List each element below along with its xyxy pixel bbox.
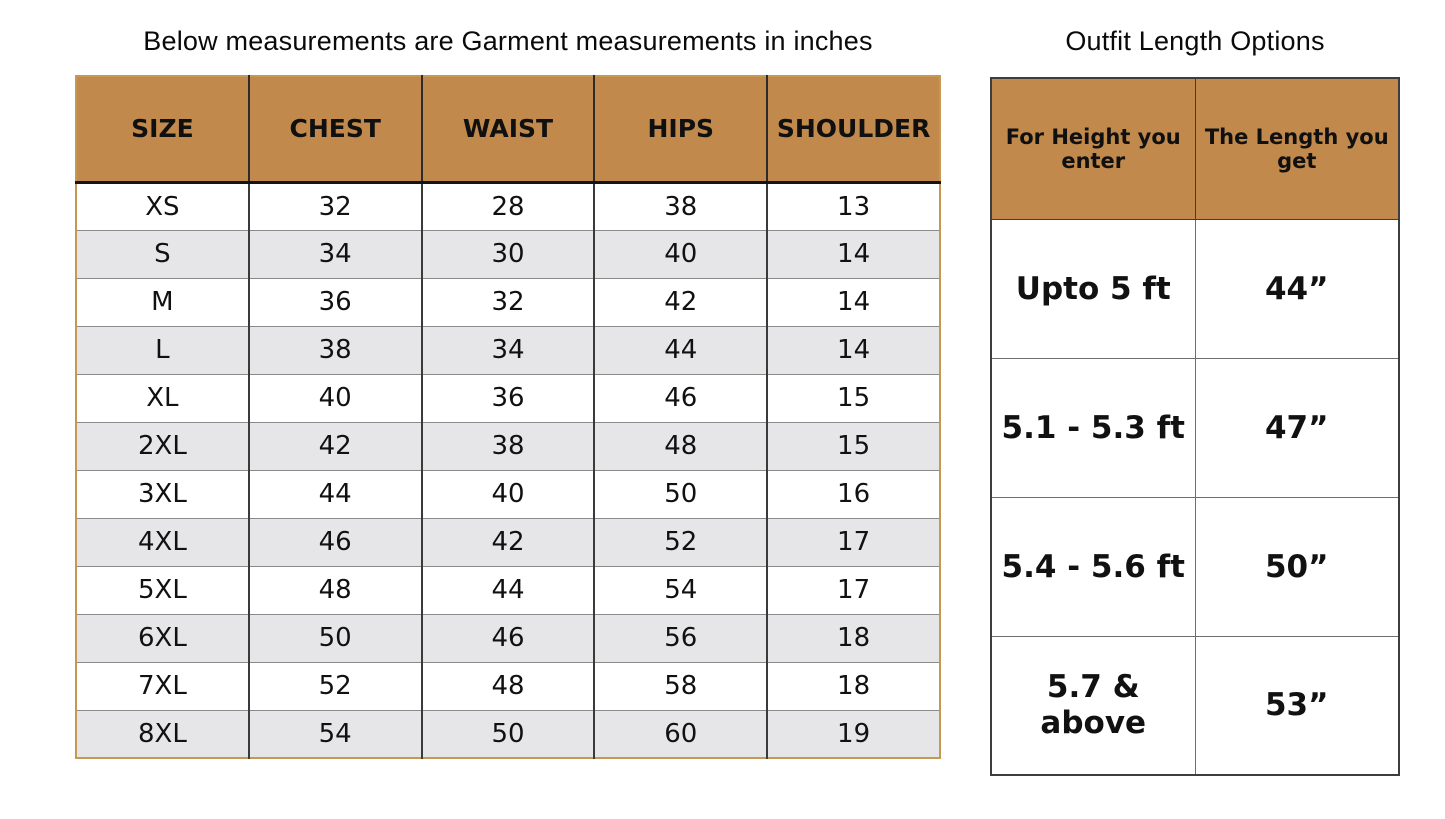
garment-column-header: HIPS <box>594 76 767 182</box>
garment-measurement-cell: 4XL <box>76 518 249 566</box>
garment-measurement-cell: 13 <box>767 182 940 230</box>
table-row <box>991 497 1399 636</box>
garment-table-body <box>76 182 940 758</box>
garment-measurement-cell: 2XL <box>76 422 249 470</box>
garment-measurement-cell: 36 <box>422 374 595 422</box>
garment-measurement-cell: 50 <box>249 614 422 662</box>
garment-measurement-cell: XS <box>76 182 249 230</box>
garment-measurement-cell: 16 <box>767 470 940 518</box>
table-row <box>991 219 1399 358</box>
length-table-body <box>991 219 1399 775</box>
garment-measurement-cell: 15 <box>767 422 940 470</box>
garment-measurement-cell: 56 <box>594 614 767 662</box>
garment-measurement-cell: 40 <box>594 230 767 278</box>
garment-measurement-cell: 15 <box>767 374 940 422</box>
garment-measurement-cell: 54 <box>594 566 767 614</box>
garment-measurement-cell: 36 <box>249 278 422 326</box>
garment-measurement-cell: 38 <box>422 422 595 470</box>
table-row <box>76 662 940 710</box>
table-row <box>76 422 940 470</box>
length-value-cell: 5.4 - 5.6 ft <box>991 497 1195 636</box>
garment-measurement-cell: 42 <box>594 278 767 326</box>
table-row <box>76 230 940 278</box>
garment-measurement-cell: 50 <box>422 710 595 758</box>
garment-measurement-cell: 18 <box>767 614 940 662</box>
length-table-header-row <box>991 78 1399 219</box>
garment-measurements-table <box>75 75 941 759</box>
table-row <box>76 182 940 230</box>
garment-measurement-cell: 34 <box>249 230 422 278</box>
table-row <box>991 636 1399 775</box>
table-row <box>76 326 940 374</box>
garment-measurement-cell: 14 <box>767 230 940 278</box>
garment-measurement-cell: 18 <box>767 662 940 710</box>
garment-measurement-cell: 52 <box>594 518 767 566</box>
garment-measurement-cell: 30 <box>422 230 595 278</box>
table-row <box>76 710 940 758</box>
garment-measurement-cell: S <box>76 230 249 278</box>
garment-measurement-cell: 60 <box>594 710 767 758</box>
length-value-cell: 50” <box>1195 497 1399 636</box>
garment-measurement-cell: 5XL <box>76 566 249 614</box>
garment-column-header: SHOULDER <box>767 76 940 182</box>
garment-measurement-cell: 48 <box>422 662 595 710</box>
garment-measurement-cell: 6XL <box>76 614 249 662</box>
garment-measurement-cell: M <box>76 278 249 326</box>
garment-column-header: SIZE <box>76 76 249 182</box>
garment-measurement-cell: 46 <box>249 518 422 566</box>
table-row <box>76 614 940 662</box>
garment-measurement-cell: 48 <box>249 566 422 614</box>
garment-measurement-cell: 44 <box>249 470 422 518</box>
table-row <box>76 518 940 566</box>
garment-measurement-cell: 34 <box>422 326 595 374</box>
garment-measurement-cell: 14 <box>767 326 940 374</box>
garment-measurement-cell: 32 <box>249 182 422 230</box>
garment-measurement-cell: 3XL <box>76 470 249 518</box>
garment-measurement-cell: 42 <box>249 422 422 470</box>
garment-measurement-cell: 17 <box>767 518 940 566</box>
garment-measurement-cell: 58 <box>594 662 767 710</box>
garment-measurement-cell: 38 <box>594 182 767 230</box>
length-value-cell: 5.7 & above <box>991 636 1195 775</box>
table-row <box>76 470 940 518</box>
garment-measurement-cell: 32 <box>422 278 595 326</box>
length-column-header: The Length you get <box>1195 78 1399 219</box>
length-value-cell: 53” <box>1195 636 1399 775</box>
table-row <box>76 566 940 614</box>
garment-measurement-cell: 8XL <box>76 710 249 758</box>
length-table-title: Outfit Length Options <box>1065 26 1325 56</box>
garment-measurement-cell: 44 <box>594 326 767 374</box>
length-value-cell: 44” <box>1195 219 1399 358</box>
garment-table-title: Below measurements are Garment measurements in inches <box>143 26 873 56</box>
garment-measurement-cell: 19 <box>767 710 940 758</box>
garment-measurement-cell: 46 <box>422 614 595 662</box>
garment-measurement-cell: 48 <box>594 422 767 470</box>
garment-measurement-cell: 14 <box>767 278 940 326</box>
garment-measurement-cell: 42 <box>422 518 595 566</box>
garment-measurement-cell: 46 <box>594 374 767 422</box>
garment-measurement-cell: 38 <box>249 326 422 374</box>
garment-measurement-cell: 54 <box>249 710 422 758</box>
garment-measurement-cell: 50 <box>594 470 767 518</box>
garment-measurement-cell: 7XL <box>76 662 249 710</box>
table-row <box>991 358 1399 497</box>
table-row <box>76 374 940 422</box>
garment-measurement-cell: XL <box>76 374 249 422</box>
length-column-header: For Height you enter <box>991 78 1195 219</box>
garment-measurement-cell: 28 <box>422 182 595 230</box>
garment-measurement-cell: 52 <box>249 662 422 710</box>
garment-measurement-cell: L <box>76 326 249 374</box>
garment-measurement-cell: 17 <box>767 566 940 614</box>
garment-measurement-cell: 40 <box>249 374 422 422</box>
garment-column-header: WAIST <box>422 76 595 182</box>
outfit-length-table <box>990 77 1400 776</box>
garment-measurement-cell: 44 <box>422 566 595 614</box>
garment-table-header-row <box>76 76 940 182</box>
length-value-cell: 5.1 - 5.3 ft <box>991 358 1195 497</box>
garment-measurement-cell: 40 <box>422 470 595 518</box>
length-value-cell: 47” <box>1195 358 1399 497</box>
length-value-cell: Upto 5 ft <box>991 219 1195 358</box>
garment-column-header: CHEST <box>249 76 422 182</box>
table-row <box>76 278 940 326</box>
